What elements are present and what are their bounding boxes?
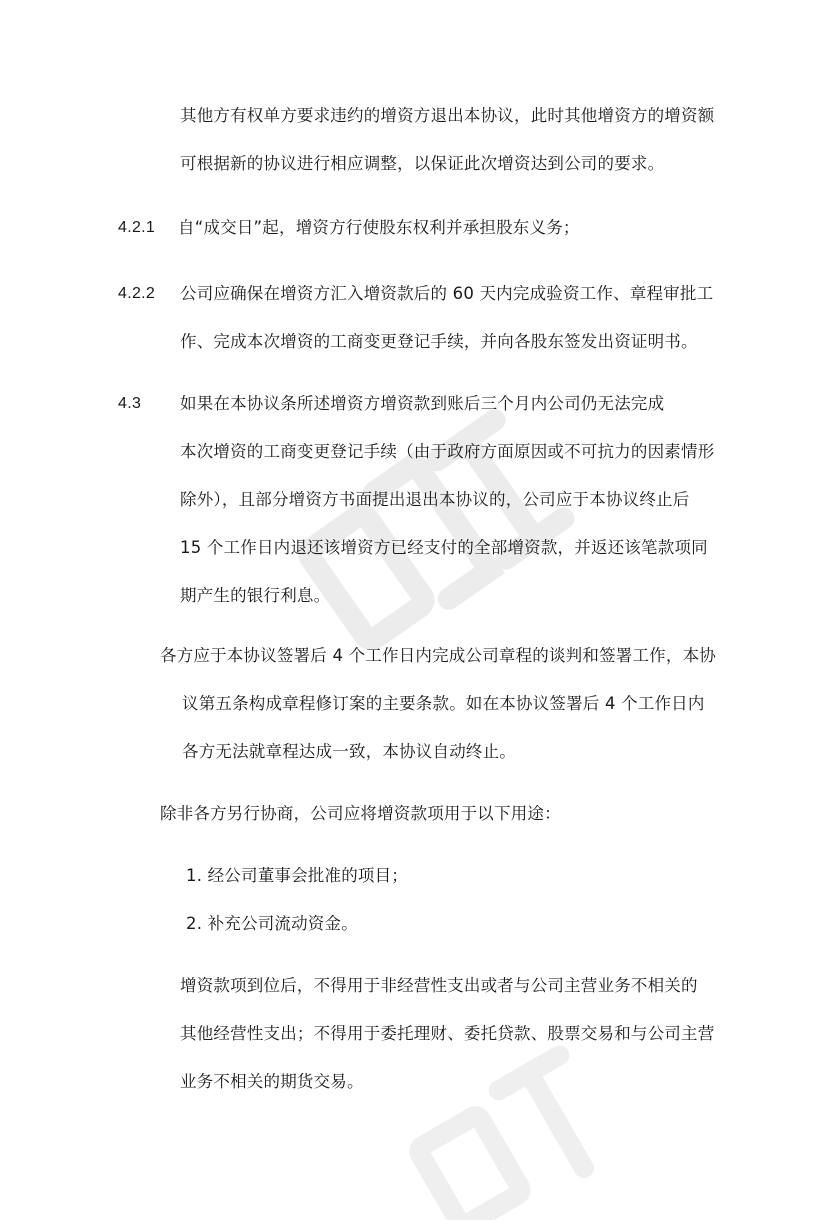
restriction-line-1: 增资款项到位后，不得用于非经营性支出或者与公司主营业务不相关的 <box>180 976 698 995</box>
use-of-funds-intro: 除非各方另行协商，公司应将增资款项用于以下用途： <box>160 804 561 823</box>
articles-line-1: 各方应于本协议签署后 4 个工作日内完成公司章程的谈判和签署工作，本协 <box>160 646 716 665</box>
intro-line-2: 可根据新的协议进行相应调整，以保证此次增资达到公司的要求。 <box>180 154 665 173</box>
clause-4-3-line-5: 期产生的银行利息。 <box>180 586 331 605</box>
clause-4-2-2-line-2: 作、完成本次增资的工商变更登记手续，并向各股东签发出资证明书。 <box>180 332 698 351</box>
clause-4-3-line-4: 15 个工作日内退还该增资方已经支付的全部增资款，并返还该笔款项同 <box>180 538 708 557</box>
use-item-1: 1. 经公司董事会批准的项目； <box>186 866 408 885</box>
clause-4-3-line-3: 除外），且部分增资方书面提出退出本协议的，公司应于本协议终止后 <box>180 490 690 509</box>
clause-4-2-1-number: 4.2.1 <box>118 219 156 236</box>
articles-line-3: 各方无法就章程达成一致，本协议自动终止。 <box>182 742 516 761</box>
clause-4-2-2-line-1: 公司应确保在增资方汇入增资款后的 60 天内完成验资工作、章程审批工 <box>180 284 714 303</box>
clause-4-2-2-number: 4.2.2 <box>118 285 156 302</box>
clause-4-3-number: 4.3 <box>118 395 142 412</box>
clause-4-3-line-2: 本次增资的工商变更登记手续（由于政府方面原因或不可抗力的因素情形 <box>180 442 715 461</box>
use-item-2: 2. 补充公司流动资金。 <box>186 914 358 933</box>
clause-4-2-1-text: 自“成交日”起，增资方行使股东权利并承担股东义务； <box>178 218 580 237</box>
articles-line-2: 议第五条构成章程修订案的主要条款。如在本协议签署后 4 个工作日内 <box>182 694 705 713</box>
restriction-line-3: 业务不相关的期货交易。 <box>180 1072 364 1091</box>
clause-4-3-line-1: 如果在本协议条所述增资方增资款到账后三个月内公司仍无法完成 <box>180 394 665 413</box>
watermark-bottom-icon <box>380 1040 640 1220</box>
restriction-line-2: 其他经营性支出；不得用于委托理财、委托贷款、股票交易和与公司主营 <box>180 1024 715 1043</box>
intro-line-1: 其他方有权单方要求违约的增资方退出本协议，此时其他增资方的增资额 <box>180 106 715 125</box>
